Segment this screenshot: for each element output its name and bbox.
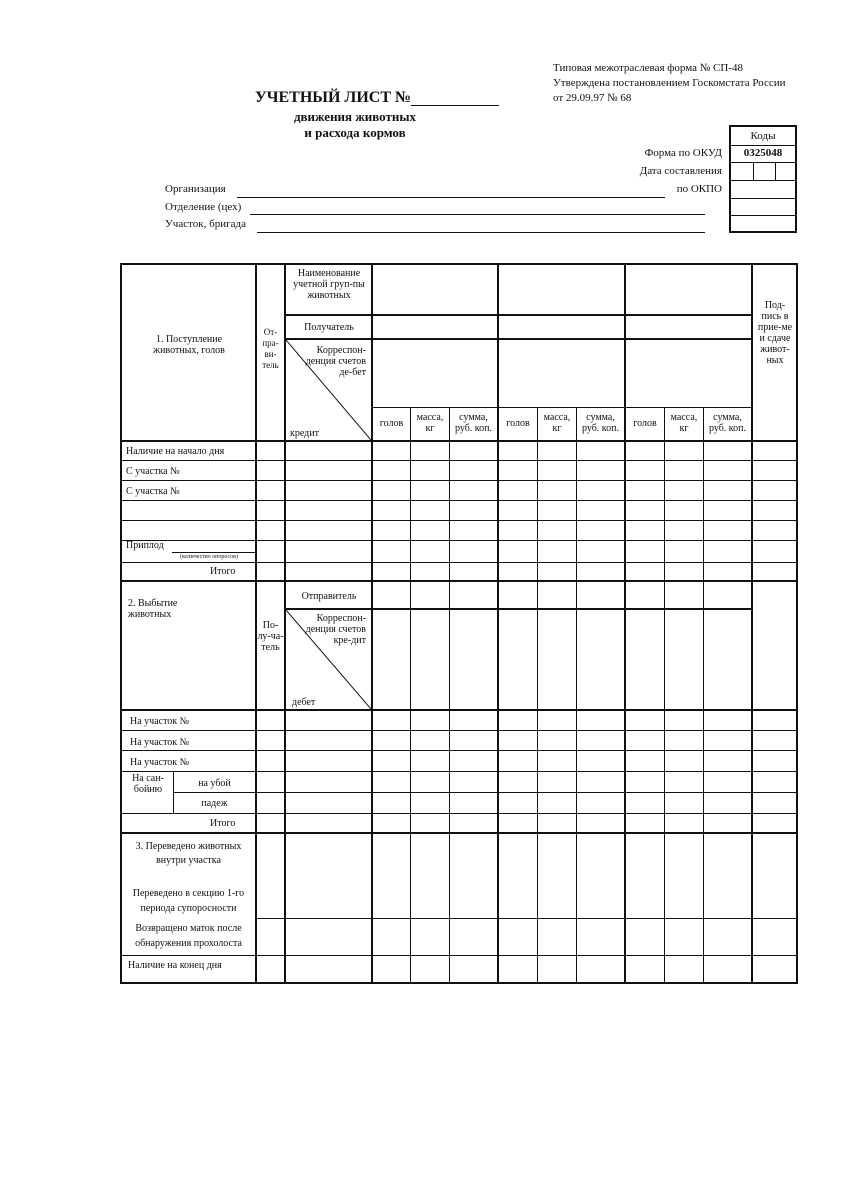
section1-title: 1. Поступление животных, голов: [153, 334, 225, 356]
section3-title: 3. Переведено животных внутри участка: [135, 841, 242, 866]
department-input[interactable]: [250, 214, 705, 215]
corr1-top: Корреспон-денция счетов де-бет: [305, 345, 366, 378]
form-approval-line: Утверждена постановлением Госкомстата России: [553, 77, 786, 89]
grid-line: [174, 792, 796, 793]
accounting-table: [120, 263, 798, 984]
department-label: Отделение (цех): [165, 201, 242, 213]
codes-box: [729, 125, 797, 233]
grid-line: [122, 750, 796, 751]
grid-line: [122, 771, 796, 772]
subtitle-line-1: движения животных: [293, 109, 417, 124]
total-label-2: Итого: [210, 818, 236, 829]
sender-col-header: От-пра-ви-тель: [262, 327, 279, 370]
code-field-dept[interactable]: [731, 198, 795, 216]
grid-line: [122, 480, 796, 481]
grid-line: [624, 265, 626, 982]
birth-note: (количество опоросов): [180, 554, 238, 560]
grid-line: [122, 813, 796, 814]
section2-title: 2. Выбытие животных: [128, 598, 178, 620]
form-date-line: от 29.09.97 № 68: [553, 92, 632, 104]
row-label: Наличие на начало дня: [126, 446, 225, 457]
row-label: С участка №: [126, 466, 180, 477]
grid-line: [122, 709, 796, 711]
grid-line: [449, 407, 450, 982]
grid-line: [576, 407, 577, 982]
col-sum-2: сумма, руб. коп.: [581, 412, 620, 434]
row-label: Возвращено маток после обнаружения прохолоста: [135, 923, 242, 949]
okpo-field[interactable]: [731, 180, 795, 199]
grid-line: [122, 562, 796, 563]
signature-header: Под-пись в прие-ме и сдаче живот-ных: [757, 300, 793, 366]
okpo-label: по ОКПО: [676, 183, 722, 195]
col-mass-2: масса, кг: [543, 412, 571, 434]
death-label: падеж: [201, 798, 228, 809]
grid-line: [751, 265, 753, 982]
document-title: УЧЕТНЫЙ ЛИСТ №: [255, 89, 412, 106]
sanslaughter-label: На сан-бойню: [132, 773, 164, 795]
col-heads-3: голов: [633, 418, 657, 429]
grid-line: [122, 580, 796, 582]
grid-line: [664, 407, 665, 982]
title-number-field[interactable]: [411, 105, 499, 106]
corr2-bottom: дебет: [292, 697, 316, 708]
col-mass-1: масса, кг: [416, 412, 444, 434]
date-label: Дата составления: [639, 165, 722, 177]
grid-line: [371, 265, 373, 982]
grid-line: [373, 407, 751, 408]
grid-line: [410, 407, 411, 982]
birth-underline: [172, 552, 255, 553]
row-label: На участок №: [130, 716, 190, 727]
sender-header: Отправитель: [301, 591, 357, 602]
form-header-info: [553, 61, 785, 106]
subtitle-line-2: и расхода кормов: [304, 125, 406, 140]
corr2-top: Корреспон-денция счетов кре-дит: [305, 613, 366, 646]
codes-heading: Коды: [731, 127, 795, 146]
grid-line: [257, 918, 796, 919]
okud-value: 0325048: [731, 145, 795, 163]
row-label: Наличие на конец дня: [128, 960, 222, 971]
col-mass-3: масса, кг: [670, 412, 698, 434]
row-label: Переведено в секцию 1-го периода супоросности: [132, 888, 245, 914]
grid-line: [122, 460, 796, 461]
grid-line: [122, 500, 796, 501]
grid-line: [122, 730, 796, 731]
grid-line: [703, 407, 704, 982]
grid-line: [122, 832, 796, 834]
col-sum-1: сумма, руб. коп.: [454, 412, 493, 434]
receiver-col-header: По-лу-ча-тель: [257, 620, 284, 653]
grid-line: [286, 314, 751, 316]
grid-line: [537, 407, 538, 982]
date-field[interactable]: [731, 162, 795, 181]
col-sum-3: сумма, руб. коп.: [708, 412, 747, 434]
row-label-birth: Приплод: [126, 540, 164, 551]
grid-line: [497, 265, 499, 982]
group-name-header: Наименование учетной груп-пы животных: [293, 268, 365, 301]
col-heads-2: голов: [506, 418, 530, 429]
grid-line: [122, 955, 796, 956]
col-heads-1: голов: [379, 418, 404, 429]
total-label-1: Итого: [210, 566, 236, 577]
slaughter-label: на убой: [198, 778, 231, 789]
organization-input[interactable]: [237, 197, 665, 198]
document-subtitle: [280, 109, 430, 141]
plot-label: Участок, бригада: [165, 218, 246, 230]
okud-label: Форма по ОКУД: [644, 147, 722, 159]
form-type-line: Типовая межотраслевая форма № СП-48: [553, 62, 743, 74]
plot-input[interactable]: [257, 232, 705, 233]
organization-label: Организация: [165, 183, 226, 195]
row-label: На участок №: [130, 757, 190, 768]
grid-line: [122, 540, 796, 541]
grid-line: [122, 520, 796, 521]
corr1-bottom: кредит: [290, 428, 319, 439]
row-label: На участок №: [130, 737, 190, 748]
recipient-header: Получатель: [304, 322, 354, 333]
grid-line: [122, 440, 796, 442]
row-label: С участка №: [126, 486, 180, 497]
code-field-plot[interactable]: [731, 215, 795, 231]
